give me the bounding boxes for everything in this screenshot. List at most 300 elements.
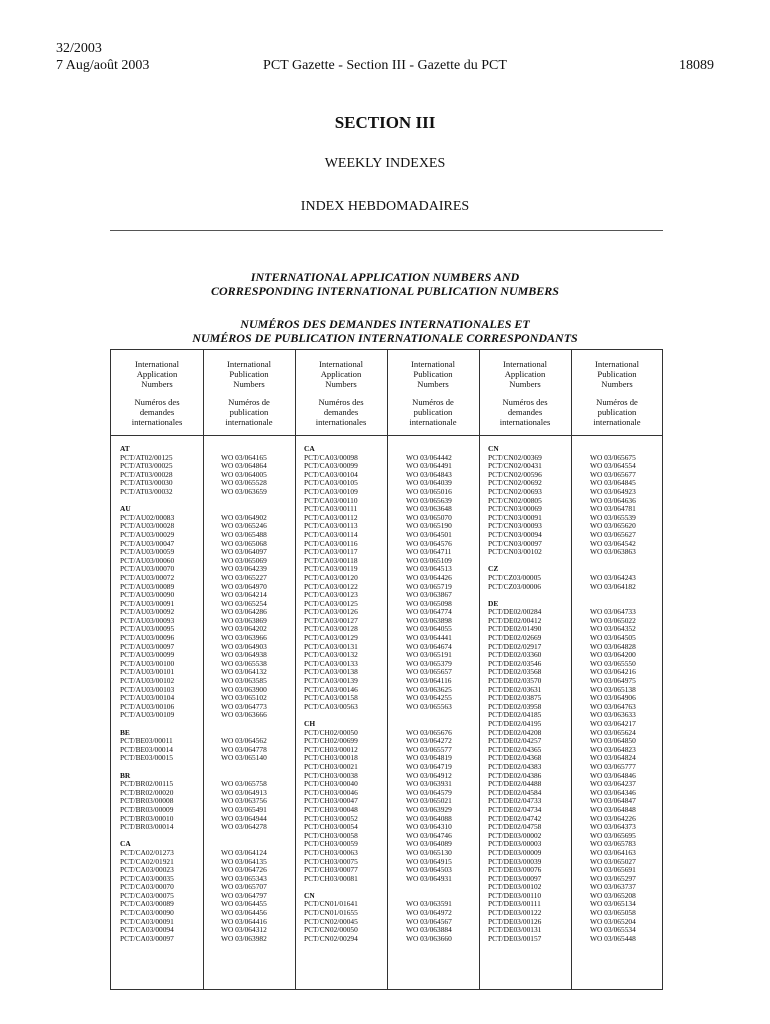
publication-number: WO 03/064944 [221, 813, 267, 823]
publication-number: WO 03/064312 [221, 925, 267, 935]
publication-number: WO 03/065675 [590, 452, 636, 462]
publication-number: WO 03/064902 [221, 512, 267, 522]
publication-number: WO 03/064097 [221, 547, 267, 557]
publication-number: WO 03/064719 [406, 761, 452, 771]
application-number: PCT/DE03/00126 [488, 916, 542, 926]
application-number: PCT/AU03/00103 [120, 684, 175, 694]
application-number: PCT/DE02/03875 [488, 693, 542, 703]
column-header-fr [203, 397, 295, 427]
application-number: PCT/CH03/00047 [304, 796, 358, 806]
application-number: PCT/DE03/00002 [488, 830, 542, 840]
publication-number: WO 03/064255 [406, 693, 452, 703]
application-number: PCT/AU03/00104 [120, 693, 175, 703]
publication-number: WO 03/064239 [221, 564, 267, 574]
publication-number: WO 03/064135 [221, 856, 267, 866]
column-header-fr [387, 397, 479, 427]
column-header-text: International [411, 359, 455, 369]
application-number: PCT/AU03/00029 [120, 529, 175, 539]
publication-number: WO 03/063756 [221, 796, 267, 806]
application-number: PCT/DE02/01490 [488, 624, 542, 634]
publication-number: WO 03/064116 [406, 676, 452, 686]
application-number: PCT/BE03/00015 [120, 753, 173, 763]
publication-number: WO 03/064373 [590, 822, 636, 832]
application-number: PCT/CA03/00091 [120, 916, 174, 926]
publication-number: WO 03/063737 [590, 882, 636, 892]
publication-number: WO 03/064931 [406, 873, 452, 883]
application-number: PCT/BR03/00014 [120, 822, 174, 832]
column-header-text: internationale [225, 417, 273, 427]
column-divider [571, 350, 572, 989]
publication-number: WO 03/063929 [406, 804, 452, 814]
publication-number: WO 03/064848 [590, 804, 636, 814]
column-header-text: Numéros de [412, 397, 454, 407]
application-number: PCT/CA03/00128 [304, 624, 358, 634]
issue-number: 32/2003 [56, 41, 102, 56]
country-code: CZ [488, 564, 499, 574]
column-header-text: Numéros des [134, 397, 180, 407]
application-number: PCT/CA02/01921 [120, 856, 174, 866]
publication-number: WO 03/064912 [406, 770, 452, 780]
publication-number: WO 03/064202 [221, 624, 267, 634]
publication-number: WO 03/063666 [221, 710, 267, 720]
publication-number: WO 03/065246 [221, 521, 267, 531]
application-number: PCT/CA02/01273 [120, 847, 174, 857]
column-header-text: internationale [409, 417, 457, 427]
publication-number: WO 03/064039 [406, 478, 452, 488]
publication-number: WO 03/064843 [406, 469, 452, 479]
column-header-en [479, 359, 571, 389]
publication-number: WO 03/065068 [221, 538, 267, 548]
publication-number: WO 03/065098 [406, 598, 452, 608]
application-number: PCT/CH03/00048 [304, 804, 358, 814]
publication-number: WO 03/064906 [590, 693, 636, 703]
publication-number: WO 03/064216 [590, 667, 636, 677]
table-title-en-line2: CORRESPONDING INTERNATIONAL PUBLICATION NUMBERS [211, 284, 559, 298]
publication-number: WO 03/064763 [590, 701, 636, 711]
application-number: PCT/AU03/00091 [120, 598, 175, 608]
column-header-text: Numbers [601, 379, 633, 389]
column-header-text: International [319, 359, 363, 369]
column-header-text: Publication [229, 369, 269, 379]
column-header-text: International [135, 359, 179, 369]
publication-number: WO 03/064542 [590, 538, 636, 548]
publication-number: WO 03/064442 [406, 452, 452, 462]
application-number: PCT/CN02/00369 [488, 452, 542, 462]
table-title-en-line1: INTERNATIONAL APPLICATION NUMBERS AND [250, 270, 520, 284]
column-header-text: Numbers [417, 379, 449, 389]
column-header-text: Publication [413, 369, 453, 379]
publication-number: WO 03/064505 [590, 633, 636, 643]
application-number: PCT/DE02/04257 [488, 736, 542, 746]
application-number: PCT/BR02/00115 [120, 779, 174, 789]
application-number: PCT/CH03/00081 [304, 873, 358, 883]
publication-number: WO 03/064576 [406, 538, 452, 548]
section-subtitle-en: WEEKLY INDEXES [324, 156, 446, 171]
column-header-text: Numéros de [228, 397, 270, 407]
application-number: PCT/DE02/03546 [488, 658, 542, 668]
application-number: PCT/CA03/00070 [120, 882, 174, 892]
application-number: PCT/DE03/00110 [488, 890, 542, 900]
application-number: PCT/CA03/00035 [120, 873, 174, 883]
publication-number: WO 03/065130 [406, 847, 452, 857]
publication-number: WO 03/064088 [406, 813, 452, 823]
publication-number: WO 03/064824 [590, 753, 636, 763]
application-number: PCT/AU03/00106 [120, 701, 175, 711]
column-header-text: Application [320, 369, 362, 379]
publication-number: WO 03/064286 [221, 607, 267, 617]
gazette-title: PCT Gazette - Section III - Gazette du PCT [263, 58, 507, 73]
publication-number: WO 03/065563 [406, 701, 452, 711]
application-number: PCT/CH03/00059 [304, 839, 358, 849]
column-header-en [111, 359, 203, 389]
column-header-fr [571, 397, 663, 427]
group-spacer [590, 591, 636, 600]
publication-number: WO 03/063625 [406, 684, 452, 694]
publication-number: WO 03/065657 [406, 667, 452, 677]
publication-number: WO 03/064165 [221, 452, 267, 462]
publication-number: WO 03/064217 [590, 719, 636, 728]
column-header-text: internationales [131, 417, 183, 427]
application-number: PCT/CN02/00692 [488, 478, 542, 488]
column-divider [479, 350, 480, 989]
publication-number: WO 03/064352 [590, 624, 636, 634]
column-header-text: Numéros des [318, 397, 364, 407]
section-title: SECTION III [334, 113, 436, 132]
publication-number: WO 03/064778 [221, 744, 267, 754]
application-number: PCT/AU03/00099 [120, 650, 175, 660]
application-number: PCT/AU03/00028 [120, 521, 175, 531]
publication-number: WO 03/065021 [406, 796, 452, 806]
publication-number: WO 03/064746 [406, 830, 452, 840]
publication-number-column [406, 445, 452, 943]
application-number: PCT/DE02/04365 [488, 744, 542, 754]
publication-number: WO 03/064163 [590, 847, 636, 857]
application-number: PCT/CN02/00045 [304, 916, 358, 926]
application-number: PCT/AU03/00092 [120, 607, 175, 617]
group-spacer [221, 497, 267, 506]
application-number: PCT/CH03/00058 [304, 830, 358, 840]
publication-number: WO 03/065227 [221, 572, 267, 582]
column-header-en [295, 359, 387, 389]
application-number: PCT/CA03/00099 [304, 461, 358, 471]
publication-number: WO 03/065777 [590, 761, 636, 771]
application-number: PCT/AU03/00059 [120, 547, 175, 557]
column-header-text: International [503, 359, 547, 369]
application-number: PCT/AU02/00083 [120, 512, 175, 522]
group-spacer [221, 832, 267, 841]
application-number: PCT/AU03/00047 [120, 538, 175, 548]
publication-number: WO 03/064819 [406, 753, 452, 763]
publication-number: WO 03/064554 [590, 461, 636, 471]
publication-number: WO 03/064124 [221, 847, 267, 857]
application-number: PCT/AU03/00095 [120, 624, 175, 634]
application-number: PCT/BE03/00014 [120, 744, 173, 754]
application-number: PCT/CH03/00077 [304, 865, 358, 875]
publication-number: WO 03/065254 [221, 598, 267, 608]
publication-number: WO 03/064278 [221, 822, 267, 832]
column-header-text: International [595, 359, 639, 369]
application-number: PCT/CA03/00104 [304, 469, 358, 479]
column-header-text: Numéros des [502, 397, 548, 407]
publication-number: WO 03/065783 [590, 839, 636, 849]
application-number: PCT/BR03/00009 [120, 804, 174, 814]
publication-number: WO 03/065109 [406, 555, 452, 565]
publication-number: WO 03/064636 [590, 495, 636, 505]
column-header-text: demandes [507, 407, 543, 417]
application-number: PCT/AU03/00093 [120, 615, 175, 625]
publication-number: WO 03/064674 [406, 641, 452, 651]
application-number: PCT/DE02/04733 [488, 796, 542, 806]
country-code: AU [120, 504, 131, 514]
application-number: PCT/CA03/00090 [120, 908, 174, 918]
application-number: PCT/CZ03/00005 [488, 572, 541, 582]
publication-number: WO 03/063884 [406, 925, 452, 935]
country-code: CN [488, 444, 499, 453]
application-number: PCT/AU03/00090 [120, 590, 175, 600]
publication-number: WO 03/064441 [406, 633, 452, 643]
application-number: PCT/CA03/00105 [304, 478, 358, 488]
publication-number: WO 03/064089 [406, 839, 452, 849]
application-number: PCT/DE03/00003 [488, 839, 542, 849]
column-header-text: demandes [323, 407, 359, 417]
publication-number: WO 03/064828 [590, 641, 636, 651]
publication-number: WO 03/064733 [590, 607, 636, 617]
publication-number: WO 03/065191 [406, 650, 452, 660]
application-number: PCT/CN01/01655 [304, 908, 358, 918]
publication-number: WO 03/064773 [221, 701, 267, 711]
column-header-fr [295, 397, 387, 427]
column-header-text: Application [504, 369, 546, 379]
application-number: PCT/DE02/04758 [488, 822, 542, 832]
application-number: PCT/AU03/00060 [120, 555, 175, 565]
application-number: PCT/CA03/00123 [304, 590, 358, 600]
publication-number: WO 03/064975 [590, 676, 636, 686]
publication-number: WO 03/064200 [590, 650, 636, 660]
publication-number: WO 03/064864 [221, 461, 267, 471]
publication-number: WO 03/065058 [590, 908, 636, 918]
column-header-en [571, 359, 663, 389]
section-subtitle-fr: INDEX HEBDOMADAIRES [300, 199, 470, 214]
publication-number: WO 03/064416 [221, 916, 267, 926]
publication-number: WO 03/063863 [590, 547, 636, 557]
application-number: PCT/DE02/04368 [488, 753, 542, 763]
application-number: PCT/DE02/04742 [488, 813, 542, 823]
publication-number: WO 03/064845 [590, 478, 636, 488]
column-header-text: Numbers [325, 379, 357, 389]
application-number: PCT/CA03/00111 [304, 504, 358, 514]
application-number: PCT/DE02/04488 [488, 779, 542, 789]
application-number: PCT/CA03/00097 [120, 933, 174, 943]
publication-number: WO 03/063966 [221, 633, 267, 643]
publication-number: WO 03/064237 [590, 779, 636, 789]
publication-number: WO 03/064915 [406, 856, 452, 866]
application-number: PCT/CA03/00138 [304, 667, 358, 677]
publication-number: WO 03/064797 [221, 890, 267, 900]
column-header-text: Application [136, 369, 178, 379]
publication-number: WO 03/065528 [221, 478, 267, 488]
publication-number: WO 03/063867 [406, 590, 452, 600]
application-number-column [120, 445, 174, 943]
publication-number: WO 03/063898 [406, 615, 452, 625]
publication-number: WO 03/063659 [221, 486, 267, 496]
application-number: PCT/CA03/00158 [304, 693, 358, 703]
publication-number: WO 03/064938 [221, 650, 267, 660]
application-number: PCT/AT03/00028 [120, 469, 173, 479]
publication-number: WO 03/064726 [221, 865, 267, 875]
application-number: PCT/CH03/00063 [304, 847, 358, 857]
application-number: PCT/CA03/00113 [304, 521, 358, 531]
application-number: PCT/DE02/03568 [488, 667, 542, 677]
publication-number: WO 03/065639 [406, 495, 452, 505]
publication-number: WO 03/065620 [590, 521, 636, 531]
application-number: PCT/CA03/00118 [304, 555, 358, 565]
application-number: PCT/AU03/00097 [120, 641, 175, 651]
publication-number: WO 03/065627 [590, 529, 636, 539]
application-number: PCT/CA03/00089 [120, 899, 174, 909]
publication-number: WO 03/064847 [590, 796, 636, 806]
application-number: PCT/AU03/00089 [120, 581, 175, 591]
application-number: PCT/DE03/00122 [488, 908, 542, 918]
application-number: PCT/CN02/00596 [488, 469, 542, 479]
column-header-en [203, 359, 295, 389]
application-number: PCT/CN03/00102 [488, 547, 542, 557]
application-number: PCT/DE02/04386 [488, 770, 542, 780]
column-header-text: Numbers [233, 379, 265, 389]
publication-number: WO 03/065297 [590, 873, 636, 883]
publication-number: WO 03/065539 [590, 512, 636, 522]
publication-number: WO 03/065140 [221, 753, 267, 763]
issue-date: 7 Aug/août 2003 [56, 58, 150, 73]
publication-number: WO 03/064272 [406, 736, 452, 746]
publication-number: WO 03/064846 [590, 770, 636, 780]
group-spacer [590, 557, 636, 566]
country-code: CN [304, 890, 315, 900]
publication-number: WO 03/063591 [406, 899, 452, 909]
publication-number: WO 03/063585 [221, 676, 267, 686]
publication-number: WO 03/065676 [406, 727, 452, 737]
publication-number: WO 03/064903 [221, 641, 267, 651]
publication-number: WO 03/064243 [590, 572, 636, 582]
column-header-text: publication [597, 407, 637, 417]
publication-number: WO 03/065488 [221, 529, 267, 539]
column-header-fr [111, 397, 203, 427]
application-number: PCT/DE03/00076 [488, 865, 542, 875]
application-number: PCT/DE02/00284 [488, 607, 542, 617]
application-number-column [304, 445, 358, 943]
publication-number: WO 03/065204 [590, 916, 636, 926]
application-number: PCT/CH03/00046 [304, 787, 358, 797]
application-number: PCT/BR03/00008 [120, 796, 174, 806]
application-number: PCT/CH03/00012 [304, 744, 358, 754]
publication-number: WO 03/064970 [221, 581, 267, 591]
application-number: PCT/CA03/00126 [304, 607, 358, 617]
column-header-text: Numéros de [596, 397, 638, 407]
column-header-text: publication [413, 407, 453, 417]
application-number: PCT/AU03/00102 [120, 676, 175, 686]
application-number: PCT/AU03/00096 [120, 633, 175, 643]
publication-number: WO 03/065138 [590, 684, 636, 694]
country-code: AT [120, 444, 130, 453]
application-number: PCT/CA03/00094 [120, 925, 174, 935]
publication-number: WO 03/064850 [590, 736, 636, 746]
publication-number: WO 03/065208 [590, 890, 636, 900]
column-divider [387, 350, 388, 989]
publication-number: WO 03/065379 [406, 658, 452, 668]
application-number: PCT/CH02/00050 [304, 727, 358, 737]
publication-number: WO 03/064055 [406, 624, 452, 634]
publication-number: WO 03/065102 [221, 693, 267, 703]
application-number: PCT/CN02/00050 [304, 925, 358, 935]
publication-number: WO 03/063648 [406, 504, 452, 514]
application-number: PCT/CN03/00093 [488, 521, 542, 531]
publication-number: WO 03/065677 [590, 469, 636, 479]
application-number: PCT/BE03/00011 [120, 736, 173, 746]
application-number: PCT/CH03/00038 [304, 770, 358, 780]
application-number: PCT/BR02/00020 [120, 787, 174, 797]
publication-number: WO 03/064579 [406, 787, 452, 797]
application-number: PCT/DE02/03570 [488, 676, 542, 686]
publication-number: WO 03/065190 [406, 521, 452, 531]
application-number: PCT/CH03/00018 [304, 753, 358, 763]
application-number: PCT/CA03/00109 [304, 486, 358, 496]
country-code: BR [120, 770, 131, 780]
column-header-text: internationales [315, 417, 367, 427]
application-number: PCT/CH03/00052 [304, 813, 358, 823]
application-number: PCT/DE03/00111 [488, 899, 541, 909]
publication-number: WO 03/065491 [221, 804, 267, 814]
group-spacer [221, 720, 267, 729]
application-number: PCT/CA03/00127 [304, 615, 358, 625]
publication-number: WO 03/065550 [590, 658, 636, 668]
application-number: PCT/DE02/04734 [488, 804, 542, 814]
application-number: PCT/AT02/00125 [120, 452, 173, 462]
country-code: CA [304, 444, 315, 453]
publication-number: WO 03/064913 [221, 787, 267, 797]
application-number: PCT/AT03/00030 [120, 478, 173, 488]
publication-number-column [221, 445, 267, 943]
publication-number: WO 03/064923 [590, 486, 636, 496]
application-number: PCT/CN03/00097 [488, 538, 542, 548]
publication-number: WO 03/065134 [590, 899, 636, 909]
publication-number: WO 03/065022 [590, 615, 636, 625]
application-number: PCT/CA03/00133 [304, 658, 358, 668]
application-number: PCT/AU03/00070 [120, 564, 175, 574]
publication-number: WO 03/064310 [406, 822, 452, 832]
application-number: PCT/CN02/00294 [304, 933, 358, 943]
application-number: PCT/CN02/00805 [488, 495, 542, 505]
publication-number: WO 03/064823 [590, 744, 636, 754]
publication-number: WO 03/064455 [221, 899, 267, 909]
publication-number: WO 03/065695 [590, 830, 636, 840]
application-number: PCT/DE03/00157 [488, 933, 542, 943]
country-code: CA [120, 839, 131, 849]
application-number: PCT/DE02/04185 [488, 710, 542, 720]
publication-number: WO 03/064501 [406, 529, 452, 539]
application-number: PCT/AU03/00101 [120, 667, 175, 677]
publication-number: WO 03/064426 [406, 572, 452, 582]
application-number: PCT/DE03/00097 [488, 873, 542, 883]
horizontal-rule [110, 230, 663, 231]
table-title-fr-line1: NUMÉROS DES DEMANDES INTERNATIONALES ET [240, 317, 530, 331]
application-number: PCT/CN03/00069 [488, 504, 542, 514]
publication-number: WO 03/063900 [221, 684, 267, 694]
publication-number: WO 03/064774 [406, 607, 452, 617]
publication-number: WO 03/065016 [406, 486, 452, 496]
publication-number: WO 03/064456 [221, 908, 267, 918]
application-number: PCT/DE02/04383 [488, 761, 542, 771]
application-number: PCT/DE02/03958 [488, 701, 542, 711]
application-number: PCT/CA03/00139 [304, 676, 358, 686]
